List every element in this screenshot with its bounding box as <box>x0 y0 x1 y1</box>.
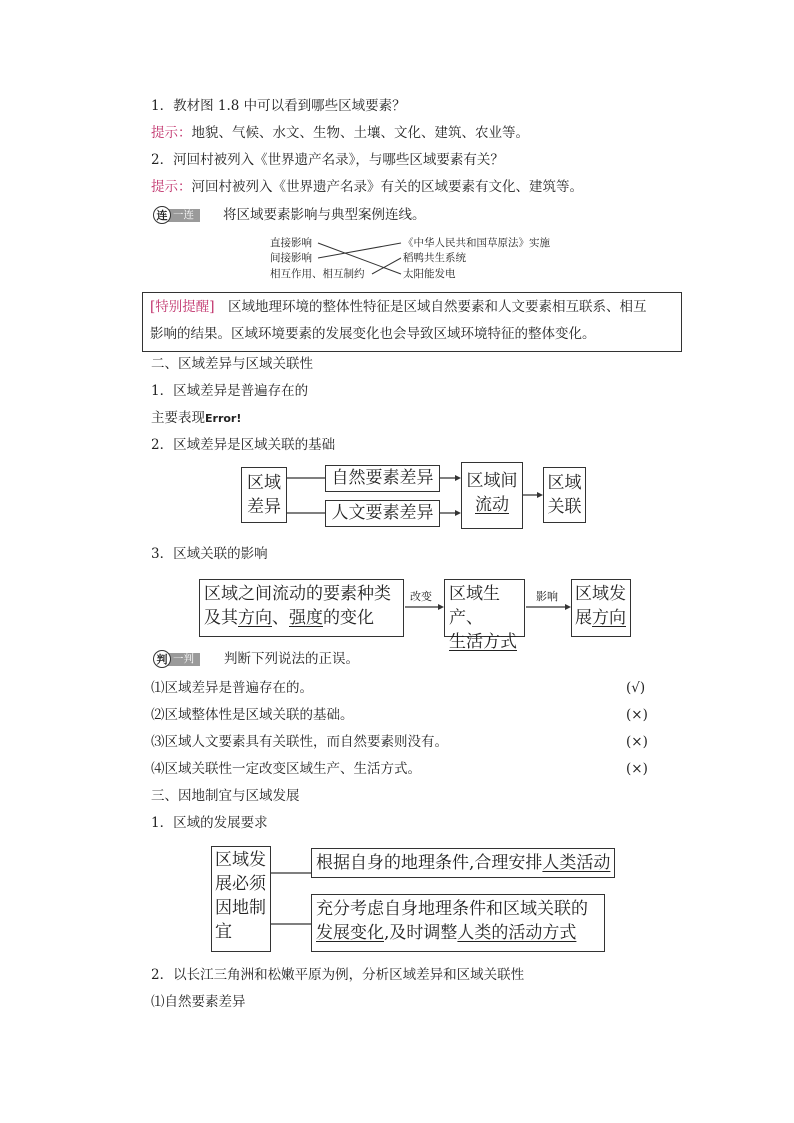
judgment-item-3: ⑶区域人文要素具有关联性，而自然要素则没有。 <box>151 734 448 750</box>
tip-label: [特别提醒] <box>150 299 215 315</box>
match-line-3 <box>372 258 401 274</box>
d1-flow-line1: 区域间 <box>466 471 518 491</box>
d3-l-line2: 展必须 <box>215 874 266 894</box>
match-left-2: 间接影响 <box>270 252 312 264</box>
d2-c2-direction: 方向 <box>592 608 626 628</box>
arrow-label-influence: 影响 <box>536 590 558 603</box>
match-right-3: 太阳能发电 <box>403 268 456 280</box>
d2-b-line1: 区域生产、 <box>449 584 500 628</box>
section-3-title: 三、因地制宜与区域发展 <box>151 788 300 804</box>
section-3-item-1: 1．区域的发展要求 <box>151 815 268 831</box>
d3-r2-mid: ,及时调整 <box>384 923 458 943</box>
diagram2-arrows <box>0 570 794 650</box>
arrow-label-change: 改变 <box>410 590 432 603</box>
d1-left-line1: 区域 <box>247 473 281 493</box>
pan-instruction: 判断下列说法的正误。 <box>224 651 359 667</box>
diagram3-connectors <box>0 840 794 960</box>
d3-r2-development-change: 发展变化 <box>316 923 384 943</box>
judgment-mark-4: (×) <box>626 761 648 777</box>
pan-bar: 一判 <box>163 653 200 666</box>
d3-l-line3: 因地制 <box>215 898 266 918</box>
d1-link-line1: 区域 <box>547 473 582 493</box>
d2-intensity: 强度 <box>289 608 323 628</box>
section-3-item-2: 2．以长江三角洲和松嫩平原为例，分析区域差异和区域关联性 <box>151 967 525 983</box>
d1-flow-line2: 流动 <box>475 495 509 515</box>
answer-2-text: 河回村被列入《世界遗产名录》有关的区域要素有文化、建筑等。 <box>191 179 583 195</box>
diagram1-connectors <box>0 450 794 550</box>
natural-difference-box: 自然要素差异 <box>325 465 440 492</box>
match-left-1: 直接影响 <box>270 237 312 249</box>
d3-r2-line1: 充分考虑自身地理条件和区域关联的 <box>316 899 588 919</box>
section-2-item-2: 2．区域差异是区域关联的基础 <box>151 437 336 453</box>
tip-line-2: 影响的结果。区域环境要素的发展变化也会导致区域环境特征的整体变化。 <box>150 326 596 342</box>
judgment-mark-1: (√) <box>626 680 646 696</box>
d3-l-line1: 区域发 <box>215 850 266 870</box>
judgment-item-4: ⑷区域关联性一定改变区域生产、生活方式。 <box>151 761 421 777</box>
d3-l-line4: 宜 <box>215 922 232 942</box>
d2-c-line1: 区域发 <box>575 584 626 604</box>
judgment-mark-3: (×) <box>626 734 648 750</box>
d3-r1-pre: 根据自身的地理条件,合理安排 <box>316 853 543 873</box>
judgment-mark-2: (×) <box>626 707 648 723</box>
hint-label: 提示： <box>151 125 192 141</box>
question-2: 2．河回村被列入《世界遗产名录》，与哪些区域要素有关？ <box>151 152 504 168</box>
section-2-title: 二、区域差异与区域关联性 <box>151 356 313 372</box>
section-2-item-1b <box>151 409 241 428</box>
d1-link-line2: 关联 <box>547 497 582 517</box>
match-right-1: 《中华人民共和国草原法》实施 <box>403 237 550 249</box>
question-1: 1．教材图 1.8 中可以看到哪些区域要素？ <box>151 98 406 114</box>
lian-instruction: 将区域要素影响与典型案例连线。 <box>223 207 426 223</box>
match-lines <box>0 0 794 300</box>
judgment-item-2: ⑵区域整体性是区域关联的基础。 <box>151 707 354 723</box>
d2-a-line1: 区域之间流动的要素种类 <box>204 584 391 604</box>
match-right-2: 稻鸭共生系统 <box>403 252 466 264</box>
d2-a2-post: 的变化 <box>323 608 374 628</box>
d1-left-line2: 差异 <box>247 497 281 517</box>
hint-label: 提示： <box>151 179 192 195</box>
lian-circle: 连 <box>153 206 171 224</box>
section-2-item-3: 3．区域关联的影响 <box>151 546 268 562</box>
section-3-item-2a: ⑴自然要素差异 <box>151 994 246 1010</box>
human-difference-box: 人文要素差异 <box>325 500 440 527</box>
d2-a2-pre: 及其 <box>204 608 238 628</box>
d3-r1-human-activity: 人类活动 <box>542 853 611 873</box>
section-2-item-1: 1．区域差异是普遍存在的 <box>151 383 309 399</box>
error-text: Error! <box>205 412 242 425</box>
d2-sep: 、 <box>272 608 289 628</box>
judgment-item-1: ⑴区域差异是普遍存在的。 <box>151 680 313 696</box>
main-performance-label: 主要表现 <box>151 410 205 426</box>
d2-c2-pre: 展 <box>575 608 592 628</box>
pan-tag <box>153 650 200 668</box>
match-line-1 <box>318 243 401 274</box>
tip-line-1 <box>150 298 647 316</box>
answer-1-text: 地貌、气候、水文、生物、土壤、文化、建筑、农业等。 <box>191 125 529 141</box>
d3-r2-activity-method: 人类的活动方式 <box>457 923 577 943</box>
d2-b-line2: 生活方式 <box>449 632 517 652</box>
pan-circle: 判 <box>153 650 171 668</box>
match-left-3: 相互作用、相互制约 <box>270 268 365 280</box>
tip-text-1: 区域地理环境的整体性特征是区域自然要素和人文要素相互联系、相互 <box>214 299 647 315</box>
d2-direction: 方向 <box>238 608 272 628</box>
match-line-2 <box>318 243 401 258</box>
lian-bar: 一连 <box>163 209 200 222</box>
